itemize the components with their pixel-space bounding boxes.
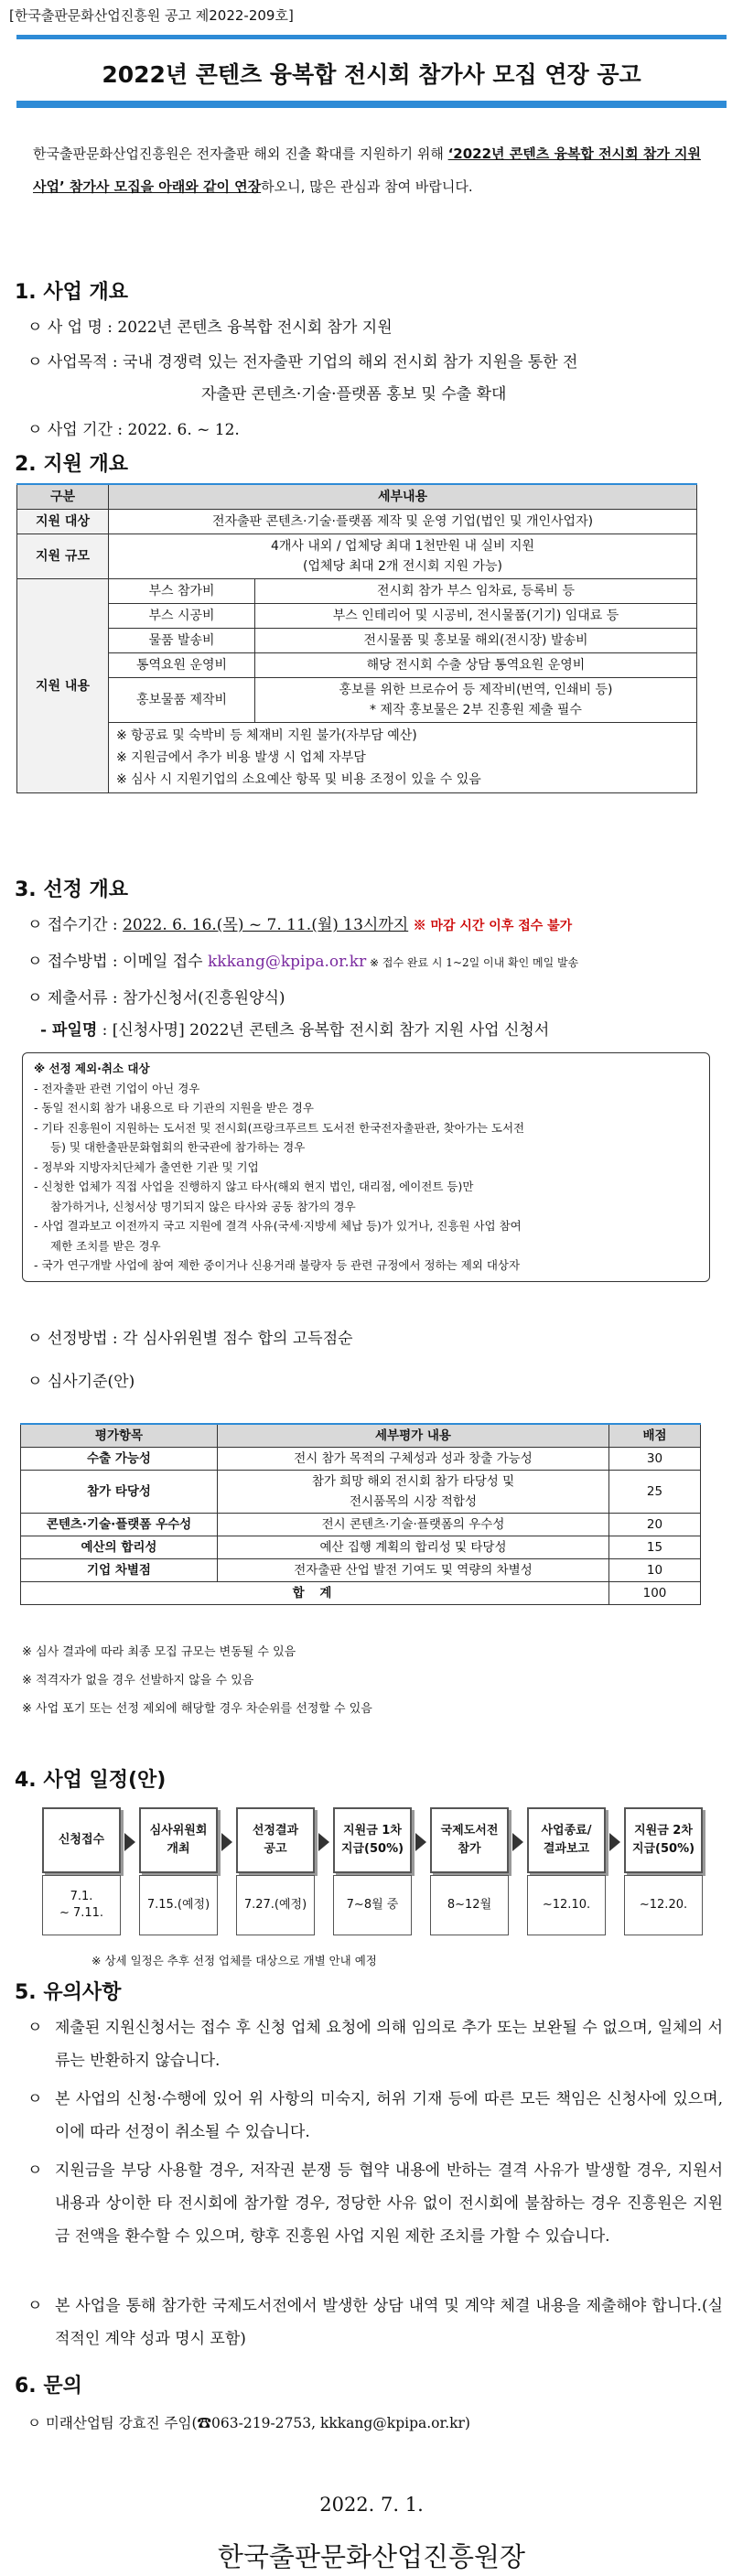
step-date: ~12.10.	[527, 1875, 606, 1935]
support-item-name: 통역요원 운영비	[109, 653, 255, 678]
col-detail: 세부내용	[109, 484, 697, 510]
schedule-step	[42, 1807, 121, 1935]
crit-score: 30	[609, 1448, 701, 1471]
step-label: 심사위원회 개최	[139, 1807, 218, 1873]
s3-filename	[40, 1014, 736, 1047]
caution-item	[27, 2154, 723, 2253]
section-3-heading: 3. 선정 개요	[15, 878, 128, 901]
step-label: 국제도서전 참가	[430, 1807, 509, 1873]
exclusion-item: - 전자출판 관련 기업이 아닌 경우	[34, 1081, 200, 1095]
support-note: ※ 심사 시 지원기업의 소요예산 항목 및 비용 조정이 있을 수 있음	[116, 772, 481, 787]
target-value: 전자출판 콘텐츠·기술·플랫폼 제작 및 운영 기업(법인 및 개인사업자)	[109, 510, 697, 534]
crit-col-item: 평가항목	[21, 1424, 218, 1448]
schedule-note: ※ 상세 일정은 추후 선정 업체를 대상으로 개별 안내 예정	[92, 1954, 377, 1967]
intro-post: 하오니, 많은 관심과 참여 바랍니다.	[261, 178, 473, 195]
s1-item-purpose-cont: 자출판 콘텐츠·기술·플랫폼 홍보 및 수출 확대	[201, 385, 507, 404]
bullet: ㅇ	[27, 2019, 43, 2037]
issue-date: 2022. 7. 1.	[319, 2494, 424, 2516]
support-item-desc: 전시회 참가 부스 임차료, 등록비 등	[255, 579, 697, 604]
filename-value: : [신청사명] 2022년 콘텐츠 융복합 전시회 참가 지원 사업 신청서	[97, 1021, 550, 1040]
caution-text: 제출된 지원신청서는 접수 후 신청 업체 요청에 의해 임의로 추가 또는 보완될 수 없으며, 일체의 서류는 반환하지 않습니다.	[55, 2019, 723, 2070]
support-item-desc: 부스 인테리어 및 시공비, 전시물품(기기) 임대료 등	[255, 604, 697, 629]
step-date: 7~8월 중	[333, 1875, 412, 1935]
exclusion-item: - 국가 연구개발 사업에 참여 제한 중이거나 신용거래 불량자 등 관련 규정에서 정하는 제외 대상자	[34, 1258, 521, 1272]
step-date: 7.27.(예정)	[236, 1875, 315, 1935]
intro-paragraph	[33, 137, 710, 203]
notice-number: [한국출판문화산업진흥원 공고 제2022-209호]	[9, 7, 294, 24]
caution-item	[27, 2290, 723, 2355]
exclusion-item: 등) 및 대한출판문화협회의 한국관에 참가하는 경우	[50, 1140, 306, 1154]
arrow-right-icon	[318, 1833, 329, 1851]
arrow-right-icon	[415, 1833, 426, 1851]
arrow-right-icon	[221, 1833, 232, 1851]
s3-docs: ㅇ 제출서류 : 참가신청서(진흥원양식)	[27, 989, 285, 1008]
crit-total-score: 100	[609, 1582, 701, 1605]
section-5-heading: 5. 유의사항	[15, 1981, 122, 2004]
arrow-right-icon	[609, 1833, 620, 1851]
crit-score: 25	[609, 1471, 701, 1514]
scale-value	[109, 534, 697, 579]
schedule-step	[333, 1807, 412, 1935]
arrow-right-icon	[512, 1833, 523, 1851]
support-item-desc: 해당 전시회 수출 상담 통역요원 운영비	[255, 653, 697, 678]
period-date: 2022. 6. 16.(목) ~ 7. 11.(월) 13시까지	[123, 916, 409, 934]
exclusion-item: 제한 조치를 받은 경우	[50, 1238, 161, 1253]
intro-pre: 한국출판문화산업진흥원은 전자출판 해외 진출 확대를 지원하기 위해	[33, 146, 448, 162]
support-item-name: 부스 참가비	[109, 579, 255, 604]
email-link[interactable]: kkkang@kpipa.or.kr	[207, 953, 367, 971]
step-label: 신청접수	[42, 1807, 121, 1873]
step-date: 7.1. ~ 7.11.	[42, 1875, 121, 1935]
section-4-heading: 4. 사업 일정(안)	[15, 1769, 167, 1792]
exclusion-item: - 동일 전시회 참가 내용으로 타 기관의 지원을 받은 경우	[34, 1101, 314, 1115]
step-date: 8~12월	[430, 1875, 509, 1935]
caution-text: 지원금을 부당 사용할 경우, 저작권 분쟁 등 협약 내용에 반하는 결격 사유가 발생할 경우, 지원서 내용과 상이한 타 전시회에 참가할 경우, 정당한 사유 없이 전시회에 불참하는 경우 진흥원은 지원금 전액을 환수할 수 있으며, 향후 진흥원 사업 지원 제한 조치를 가할 수 있습니다.	[55, 2161, 723, 2246]
target-label: 지원 대상	[17, 510, 109, 534]
schedule-step	[139, 1807, 218, 1935]
deadline-note: ※ 마감 시간 이후 접수 불가	[413, 919, 573, 933]
support-item-desc: 전시물품 및 홍보물 해외(전시장) 발송비	[255, 629, 697, 653]
scale-label: 지원 규모	[17, 534, 109, 579]
section-2-heading: 2. 지원 개요	[15, 453, 128, 476]
schedule-step	[236, 1807, 315, 1935]
caution-text: 본 사업을 통해 참가한 국제도서전에서 발생한 상담 내역 및 계약 체결 내용을 제출해야 합니다.(실적적인 계약 성과 명시 포함)	[55, 2297, 723, 2348]
s3-period	[27, 909, 723, 943]
contact-info: ㅇ 미래산업팀 강효진 주임(☎063-219-2753, kkkang@kpipa.or.kr)	[27, 2415, 470, 2431]
footnote: ※ 사업 포기 또는 선정 제외에 해당할 경우 차순위를 선정할 수 있음	[22, 1702, 372, 1716]
support-notes	[109, 723, 697, 793]
exclusion-box	[22, 1052, 710, 1282]
s1-item-purpose: ㅇ 사업목적 : 국내 경쟁력 있는 전자출판 기업의 해외 전시회 참가 지원을 통한 전	[27, 353, 578, 372]
exclusion-title: ※ 선정 제외·취소 대상	[34, 1062, 150, 1075]
s1-item-period: ㅇ 사업 기간 : 2022. 6. ~ 12.	[27, 421, 240, 439]
crit-detail: 전시 참가 목적의 구체성과 성과 창출 가능성	[218, 1448, 609, 1471]
page-title: 2022년 콘텐츠 융복합 전시회 참가사 모집 연장 공고	[102, 61, 641, 88]
step-label: 지원금 1차 지급(50%)	[333, 1807, 412, 1873]
crit-item: 수출 가능성	[21, 1448, 218, 1471]
scale-line1: 4개사 내외 / 업체당 최대 1천만원 내 실비 지원	[270, 539, 535, 554]
support-item-desc-promo	[255, 678, 697, 723]
crit-item: 콘텐츠·기술·플랫폼 우수성	[21, 1514, 218, 1536]
caution-text: 본 사업의 신청·수행에 있어 위 사항의 미숙지, 허위 기재 등에 따른 모든 책임은 신청사에 있으며, 이에 따라 선정이 취소될 수 있습니다.	[55, 2090, 723, 2141]
crit-detail: 참가 희망 해외 전시회 참가 타당성 및 전시품목의 시장 적합성	[218, 1471, 609, 1514]
content-label: 지원 내용	[17, 579, 109, 793]
support-item-name: 부스 시공비	[109, 604, 255, 629]
crit-score: 20	[609, 1514, 701, 1536]
schedule-step	[624, 1807, 703, 1935]
criteria-table	[20, 1423, 701, 1605]
title-top-rule	[16, 35, 727, 39]
bullet: ㅇ	[27, 2297, 43, 2315]
schedule-step	[430, 1807, 509, 1935]
step-label: 사업종료/ 결과보고	[527, 1807, 606, 1873]
footnote: ※ 적격자가 없을 경우 선발하지 않을 수 있음	[22, 1674, 254, 1687]
footnote: ※ 심사 결과에 따라 최종 모집 규모는 변동될 수 있음	[22, 1645, 296, 1659]
s1-item-name: ㅇ 사 업 명 : 2022년 콘텐츠 융복합 전시회 참가 지원	[27, 318, 393, 337]
exclusion-item: - 기타 진흥원이 지원하는 도서전 및 전시회(프랑크푸르트 도서전 한국전자출판관, 찾아가는 도서전	[34, 1120, 525, 1135]
crit-detail: 전자출판 산업 발전 기여도 및 역량의 차별성	[218, 1559, 609, 1582]
crit-total-label: 합 계	[21, 1582, 609, 1605]
filename-label: - 파일명	[40, 1021, 98, 1040]
step-label: 지원금 2차 지급(50%)	[624, 1807, 703, 1873]
support-note: ※ 지원금에서 추가 비용 발생 시 업체 자부담	[116, 750, 366, 765]
support-item-name: 홍보물품 제작비	[109, 678, 255, 723]
schedule-flow	[42, 1807, 716, 1945]
title-bottom-rule	[16, 101, 727, 108]
crit-score: 10	[609, 1559, 701, 1582]
caution-item	[27, 2011, 723, 2077]
crit-detail: 전시 콘텐츠·기술·플랫폼의 우수성	[218, 1514, 609, 1536]
s3-criteria-heading: ㅇ 심사기준(안)	[27, 1373, 135, 1391]
crit-item: 기업 차별점	[21, 1559, 218, 1582]
support-table	[16, 483, 697, 793]
exclusion-item: 참가하거나, 신청서상 명기되지 않은 타사와 공동 참가의 경우	[50, 1199, 356, 1213]
s3-selection-method: ㅇ 선정방법 : 각 심사위원별 점수 합의 고득점순	[27, 1330, 353, 1348]
schedule-step	[527, 1807, 606, 1935]
promo-note: * 제작 홍보물은 2부 진흥원 제출 필수	[370, 703, 582, 717]
step-label: 선정결과 공고	[236, 1807, 315, 1873]
exclusion-item: - 신청한 업체가 직접 사업을 진행하지 않고 타사(해외 현지 법인, 대리점, 에이전트 등)만	[34, 1180, 474, 1193]
method-note: ※ 접수 완료 시 1~2일 이내 확인 메일 발송	[366, 956, 579, 969]
scale-line2: (업체당 최대 2개 전시회 지원 가능)	[303, 559, 502, 574]
promo-desc: 홍보를 위한 브로슈어 등 제작비(번역, 인쇄비 등)	[339, 683, 613, 697]
caution-item	[27, 2083, 723, 2149]
crit-detail: 예산 집행 계획의 합리성 및 타당성	[218, 1536, 609, 1559]
criteria-footnotes	[22, 1638, 372, 1723]
support-item-name: 물품 발송비	[109, 629, 255, 653]
step-date: 7.15.(예정)	[139, 1875, 218, 1935]
arrow-right-icon	[124, 1833, 135, 1851]
section-6-heading: 6. 문의	[15, 2375, 82, 2398]
support-note: ※ 항공료 및 숙박비 등 체재비 지원 불가(자부담 예산)	[116, 728, 417, 743]
section-1-heading: 1. 사업 개요	[15, 281, 128, 304]
crit-col-score: 배점	[609, 1424, 701, 1448]
s3-method	[27, 945, 723, 979]
crit-item: 예산의 합리성	[21, 1536, 218, 1559]
crit-item: 참가 타당성	[21, 1471, 218, 1514]
bullet: ㅇ	[27, 2161, 43, 2180]
method-label: ㅇ 접수방법 : 이메일 접수	[27, 953, 208, 971]
exclusion-item: - 사업 결과보고 이전까지 국고 지원에 결격 사유(국세·지방세 체납 등)가 있거나, 진흥원 사업 참여	[34, 1219, 522, 1233]
intro-highlight: ‘2022년 콘텐츠 융복합 전시회 참가 지원 사업’ 참가사 모집을 아래와 같이 연장	[33, 146, 702, 195]
exclusion-item: - 정부와 지방자치단체가 출연한 기관 및 기업	[34, 1159, 259, 1174]
col-div: 구분	[17, 484, 109, 510]
crit-col-detail: 세부평가 내용	[218, 1424, 609, 1448]
period-label: ㅇ 접수기간 :	[27, 916, 124, 934]
step-date: ~12.20.	[624, 1875, 703, 1935]
crit-score: 15	[609, 1536, 701, 1559]
bullet: ㅇ	[27, 2090, 43, 2108]
issuer-name: 한국출판문화산업진흥원장	[217, 2541, 526, 2572]
